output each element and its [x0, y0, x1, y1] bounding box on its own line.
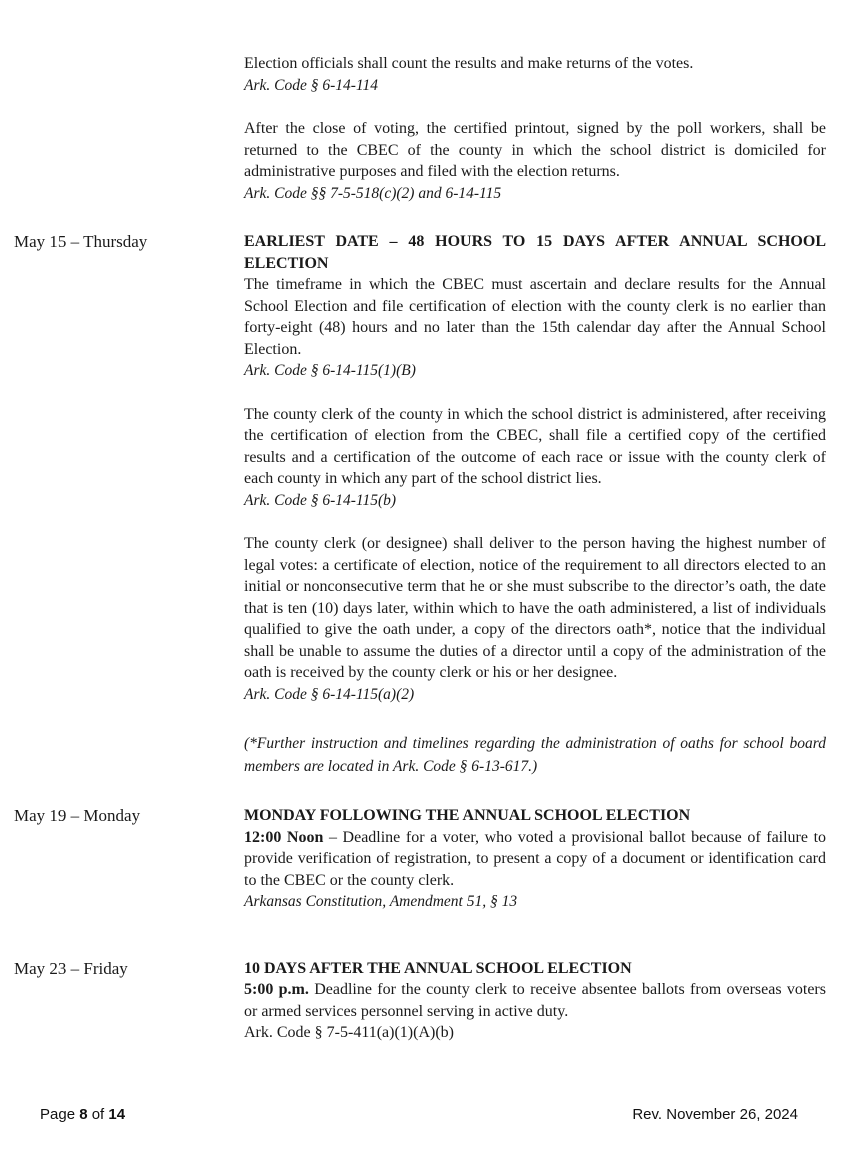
legal-citation: Arkansas Constitution, Amendment 51, § 13 — [244, 893, 518, 910]
revision-date: Rev. November 26, 2024 — [632, 1106, 798, 1123]
paragraph: The county clerk (or designee) shall deliver to the person having the highest number of legal votes: a certificate of election, notice of the requirement to all directors elected to an initial or nonconsecutive term that he or she must subscribe to the director’s oath, the date that is ten (10) days later, within which to have the oath administered, a list of individuals qualified to give the oath under, a copy of the directors oath*, notice that the individual shall be unable to assume the duties of a director until a copy of the administration of the oath is received by the county clerk or his or her designee. — [244, 535, 826, 681]
paragraph-block — [244, 118, 826, 204]
page-number: 8 — [79, 1106, 88, 1123]
date-label: May 23 – Friday — [14, 958, 128, 978]
section-may-19 — [14, 805, 826, 913]
paragraph-block — [244, 805, 826, 913]
paragraph — [244, 979, 826, 1022]
paragraph-block — [244, 231, 826, 382]
section-heading: 10 DAYS AFTER THE ANNUAL SCHOOL ELECTION — [244, 959, 632, 977]
legal-citation: Ark. Code §§ 7-5-518(c)(2) and 6-14-115 — [244, 184, 502, 202]
legal-citation: Ark. Code § 7-5-411(a)(1)(A)(b) — [244, 1024, 454, 1041]
paragraph: Election officials shall count the results and make returns of the votes. — [244, 55, 694, 72]
paragraph-block — [244, 533, 826, 705]
page-total: 14 — [108, 1106, 126, 1123]
paragraph-block — [244, 404, 826, 512]
legal-citation: Ark. Code § 6-14-115(b) — [244, 491, 397, 509]
time-lead: 5:00 p.m. — [244, 981, 309, 998]
paragraph: After the close of voting, the certified printout, signed by the poll workers, shall be returned to the CBEC of the county in which the school district is domiciled for administrative purposes and filed with the election returns. — [244, 120, 826, 180]
time-lead: 12:00 Noon — [244, 828, 324, 846]
paragraph-block — [244, 53, 826, 96]
page-number-label — [40, 1106, 125, 1123]
legal-citation: Ark. Code § 6-14-114 — [244, 76, 379, 94]
legal-citation: Ark. Code § 6-14-115(a)(2) — [244, 685, 415, 703]
paragraph-text: – Deadline for a voter, who voted a provisional ballot because of failure to provide verification of registration, to present a copy of a document or identification card to the CBEC or the county clerk. — [244, 828, 827, 889]
section-may-15 — [14, 231, 826, 805]
section-heading: EARLIEST DATE – 48 HOURS TO 15 DAYS AFTER ANNUAL SCHOOL ELECTION — [244, 233, 826, 272]
of-word: of — [87, 1106, 109, 1123]
paragraph-text: Deadline for the county clerk to receive absentee ballots from overseas voters or armed services personnel serving in active duty. — [244, 981, 826, 1020]
paragraph-block — [244, 958, 826, 1044]
paragraph: The county clerk of the county in which the school district is administered, after receiving the certification of election from the CBEC, shall file a certified copy of the certified results and a certification of the outcome of each race or issue with the county clerk of each county in which any part of the school district lies. — [244, 405, 826, 487]
paragraph: The timeframe in which the CBEC must ascertain and declare results for the Annual School Election and file certification of election with the county clerk is no earlier than forty-eight (48) hours and no later than the 15th calendar day after the Annual School Election. — [244, 276, 826, 358]
legal-citation: Ark. Code § 6-14-115(1)(B) — [244, 362, 416, 379]
date-label: May 19 – Monday — [14, 806, 141, 825]
page-word: Page — [40, 1106, 80, 1123]
section-intro — [14, 53, 826, 231]
footnote: (*Further instruction and timelines regarding the administration of oaths for school board members are located in Ark. Code § 6-13-617.) — [244, 735, 826, 775]
page-footer — [40, 1106, 798, 1123]
section-may-23 — [14, 958, 826, 1044]
date-label: May 15 – Thursday — [14, 232, 148, 251]
paragraph — [244, 827, 826, 892]
section-heading: MONDAY FOLLOWING THE ANNUAL SCHOOL ELECTION — [244, 807, 691, 824]
paragraph-block — [244, 732, 826, 778]
